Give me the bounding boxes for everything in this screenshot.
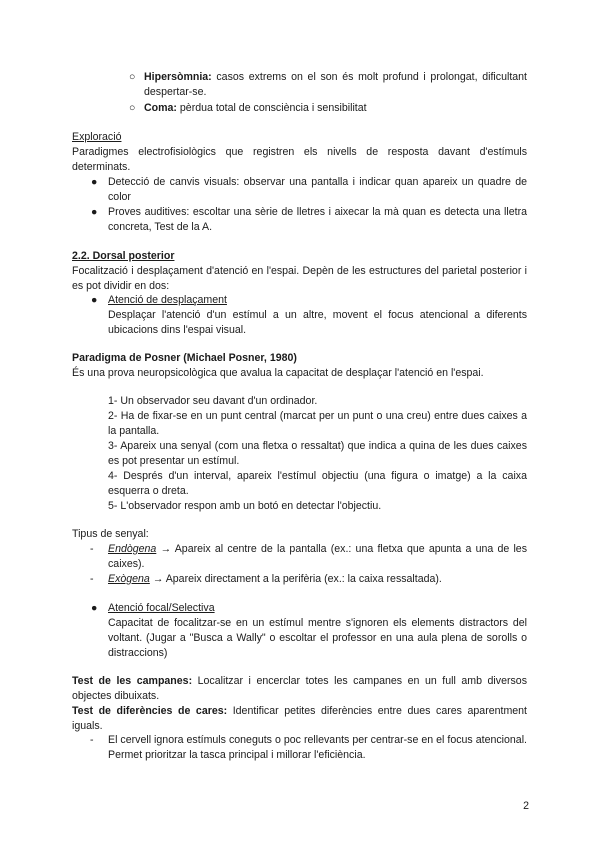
signal-heading [72,527,527,542]
signal-list [90,542,527,587]
step-item: 1- Un observador seu davant d'un ordinador. [108,395,318,407]
list-item [129,101,527,116]
dash-bullet-icon: - [90,734,94,746]
section-intro: Focalització i desplaçament d'atenció en l'espai. Depèn de les estructures del parietal posterior i es pot dividir en dos: [72,265,527,292]
signal-term: Endògena [108,543,157,555]
dash-bullet-icon: - [90,573,94,585]
list-item-text: El cervell ignora estímuls coneguts o poc rellevants per centrar-se en el focus atencional. Permet prioritzar la tasca principal i millorar l'eficiència. [108,734,527,761]
list-item [91,175,527,205]
test-text: Identificar petites diferències entre dues cares aparentment iguals. [72,705,528,732]
list-item-title: Atenció focal/Selectiva [108,602,215,614]
list-item-text: Capacitat de focalitzar-se en un estímul mentre s'ignoren els elements distractors del voltant. (Jugar a "Busca a Wally" o escoltar el professor en una aula plena de sorolls o distraccions) [108,617,527,659]
focal-item [91,601,527,661]
step-item: 5- L'observador respon amb un botó en detectar l'objectiu. [108,500,382,512]
signal-term: Exògena [108,573,150,585]
list-item-title: Atenció de desplaçament [108,294,227,306]
section-heading: Exploració [72,131,122,143]
dorsal-item [91,293,527,338]
list-item [90,542,527,572]
section-intro: Paradigmes electrofisiològics que registren els nivells de resposta davant d'estímuls determinats. [72,146,527,173]
list-item-text: Desplaçar l'atenció d'un estímul a un altre, movent el focus atencional a diferents ubicacions dins l'espai visual. [108,309,527,336]
step-item: 2- Ha de fixar-se en un punt central (marcat per un punt o una creu) entre dues caixes a la pantalla. [108,410,527,437]
posner-section [72,351,527,381]
step-item: 4- Després d'un interval, apareix l'estímul objectiu (una figura o imatge) a la caixa esquerra o dreta. [108,470,527,497]
tests-section [72,674,527,734]
list-item [91,601,527,661]
list-item-text: Proves auditives: escoltar una sèrie de lletres i aixecar la mà quan es detecta una lletra concreta, Test de la A. [108,206,527,233]
bullet-icon: ● [91,176,98,188]
signal-text: → Apareix directament a la perifèria (ex.: la caixa ressaltada). [149,573,442,585]
hollow-bullet-icon: ○ [129,71,136,83]
list-item [91,205,527,235]
bullet-icon: ● [91,602,98,614]
list-item-text: Detecció de canvis visuals: observar una pantalla i indicar quan apareix un quadre de color [108,176,527,203]
final-bullet [90,733,527,763]
bullet-icon: ● [91,206,98,218]
dorsal-section [72,249,527,294]
test-term: Test de diferències de cares: [72,705,228,717]
step-item: 3- Apareix una senyal (com una fletxa o ressaltat) que indica a quina de les dues caixes es pot presentar un estímul. [108,440,527,467]
list-item-text: casos extrems on el son és molt profund i prolongat, dificultant despertar-se. [144,71,527,98]
posner-steps [108,394,527,514]
list-item [129,70,527,100]
dash-bullet-icon: - [90,543,94,555]
list-item [90,572,527,587]
top-list [129,70,527,116]
list-item [90,733,527,763]
exploracio-section [72,130,527,175]
list-item-term: Hipersòmnia: [144,71,212,83]
hollow-bullet-icon: ○ [129,102,136,114]
bullet-icon: ● [91,294,98,306]
signal-text: → Apareix al centre de la pantalla (ex.: una fletxa que apunta a una de les caixes). [108,543,527,570]
page-number: 2 [523,800,529,812]
list-item-text: pèrdua total de consciència i sensibilitat [176,102,367,114]
section-heading: Paradigma de Posner (Michael Posner, 1980) [72,352,297,364]
test-text: Localitzar i encerclar totes les campanes en un full amb diversos objectes dibuixats. [72,675,527,702]
test-term: Test de les campanes: [72,675,193,687]
section-intro: És una prova neuropsicològica que avalua la capacitat de desplaçar l'atenció en l'espai. [72,367,484,379]
list-item [91,293,527,338]
section-heading: 2.2. Dorsal posterior [72,250,175,262]
signal-heading-text: Tipus de senyal: [72,528,149,540]
exploracio-bullets [91,175,527,235]
list-item-term: Coma: [144,102,177,114]
